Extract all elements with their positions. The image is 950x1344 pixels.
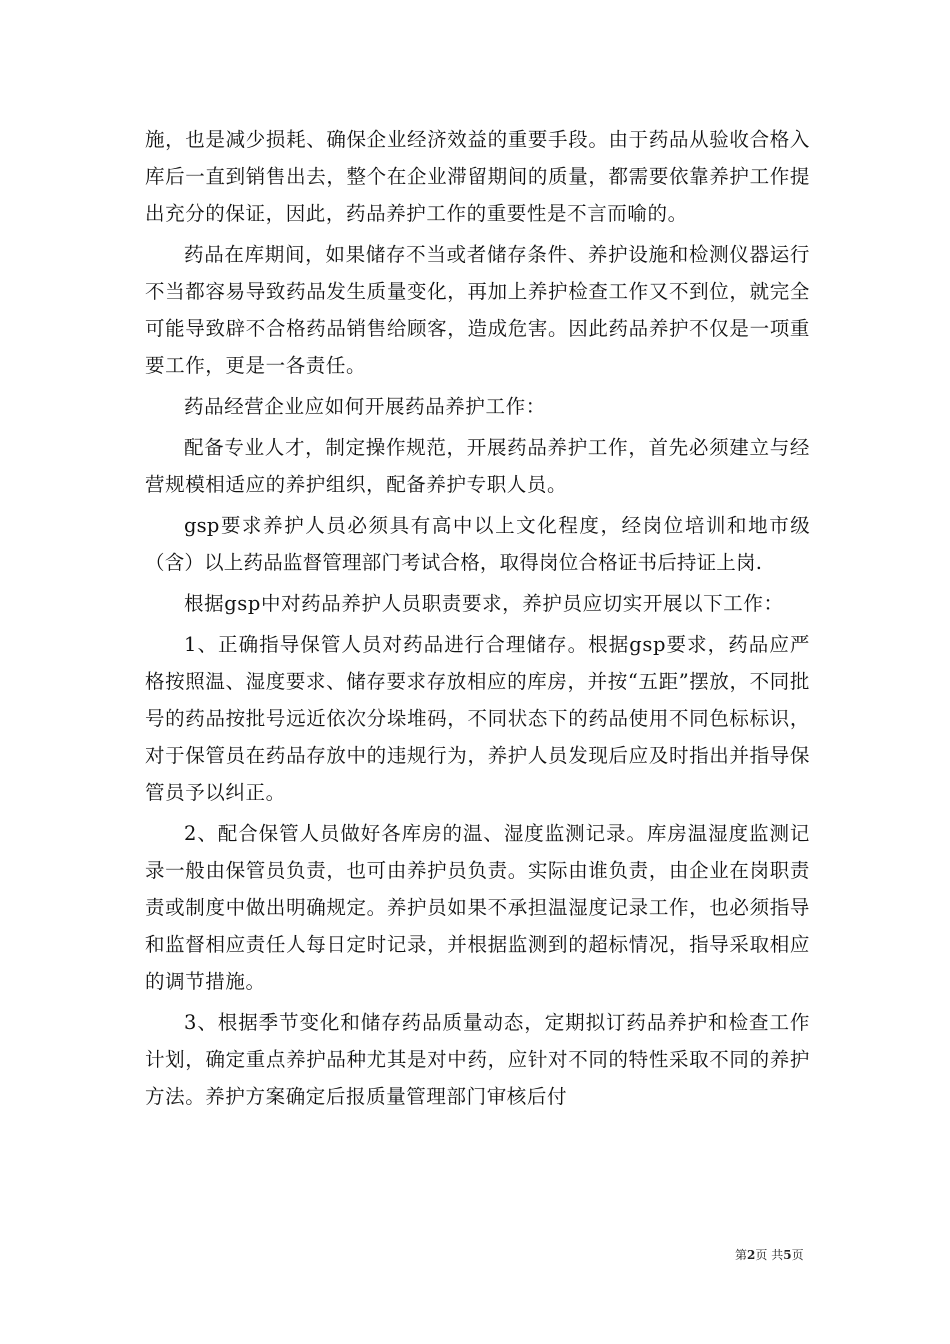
paragraph-item-3: 3、根据季节变化和储存药品质量动态，定期拟订药品养护和检查工作计划，确定重点养护品种尤其是对中药，应针对不同的特性采取不同的养护方法。养护方案确定后报质量管理部门审核后付 [145, 1011, 810, 1108]
page-number-footer [735, 1248, 804, 1262]
paragraph-how-to-question: 药品经营企业应如何开展药品养护工作： [184, 395, 546, 418]
footer-current-page: 2 [747, 1248, 756, 1262]
paragraph-gsp-qualification: gsp要求养护人员必须具有高中以上文化程度，经岗位培训和地市级（含）以上药品监督管理部门考试合格，取得岗位合格证书后持证上岗. [145, 514, 810, 574]
paragraph-item-1: 1、正确指导保管人员对药品进行合理储存。根据gsp要求，药品应严格按照温、湿度要求、储存要求存放相应的库房，并按“五距”摆放，不同批号的药品按批号远近依次分垛堆码，不同状态下的药品使用不同色标标识，对于保管员在药品存放中的违规行为，养护人员发现后应及时指出并指导保管员予以纠正。 [145, 633, 810, 804]
paragraph-item-2: 2、配合保管人员做好各库房的温、湿度监测记录。库房温湿度监测记录一般由保管员负责，也可由养护员负责。实际由谁负责，由企业在岗职责责或制度中做出明确规定。养护员如果不承担温湿度记录工作，也必须指导和监督相应责任人每日定时记录，并根据监测到的超标情况，指导采取相应的调节措施。 [145, 822, 810, 993]
paragraph-staffing: 配备专业人才，制定操作规范，开展药品养护工作，首先必须建立与经营规模相适应的养护组织，配备养护专职人员。 [145, 436, 810, 496]
footer-middle: 页 共 [755, 1248, 784, 1262]
footer-prefix: 第 [735, 1248, 748, 1262]
paragraph-continuation: 施，也是减少损耗、确保企业经济效益的重要手段。由于药品从验收合格入库后一直到销售出去，整个在企业滞留期间的质量，都需要依靠养护工作提出充分的保证，因此，药品养护工作的重要性是不言而喻的。 [145, 128, 810, 225]
footer-suffix: 页 [791, 1248, 804, 1262]
document-body [145, 121, 810, 1115]
paragraph-gsp-duties-intro: 根据gsp中对药品养护人员职责要求，养护员应切实开展以下工作： [184, 592, 784, 615]
footer-total-pages: 5 [783, 1248, 792, 1262]
paragraph-storage-risk: 药品在库期间，如果储存不当或者储存条件、养护设施和检测仪器运行不当都容易导致药品发生质量变化，再加上养护检查工作又不到位，就完全可能导致辟不合格药品销售给顾客，造成危害。因此药品养护不仅是一项重要工作，更是一各责任。 [145, 243, 810, 377]
